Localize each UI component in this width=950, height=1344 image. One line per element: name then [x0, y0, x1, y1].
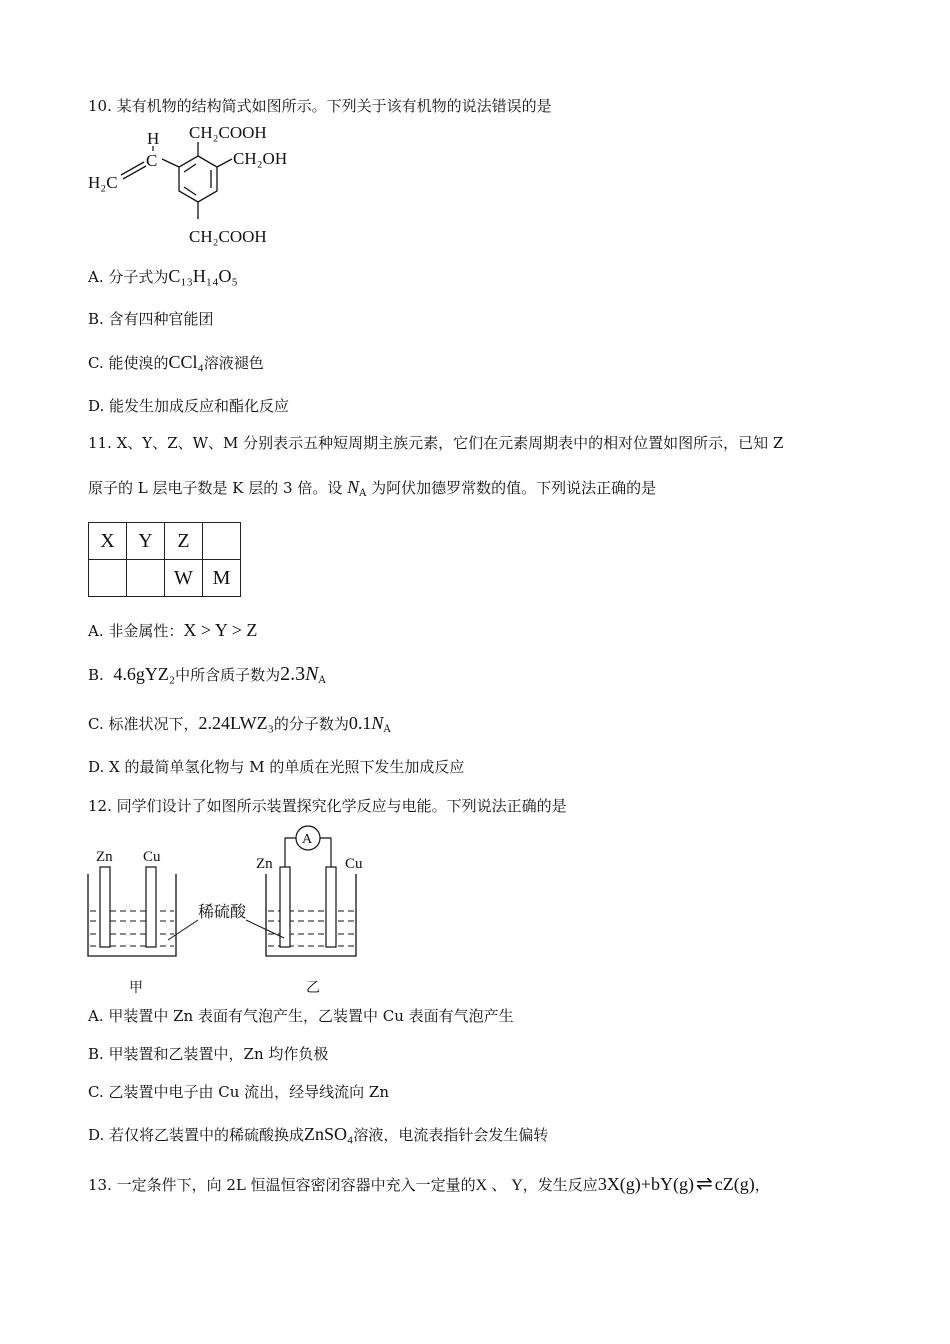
- q10-option-c-text: C. 能使溴的: [88, 354, 169, 372]
- vinyl-ch2-label: H₂C: [88, 173, 118, 192]
- top-group-label: CH₂COOH: [189, 123, 267, 142]
- q11-option-b-text: 中所含质子数为: [175, 666, 281, 684]
- label-yi: 乙: [306, 981, 320, 996]
- wire: [285, 838, 296, 867]
- electrode-jia-zn: [100, 867, 110, 947]
- q11-option-c-text: C. 标准状况下，: [88, 715, 199, 733]
- table-cell: Y: [127, 523, 165, 560]
- periodic-table-fragment: [88, 522, 241, 597]
- q11-stem-line2-text: 原子的 L 层电子数是 K 层的 3 倍。设: [88, 479, 343, 497]
- electrode-yi-cu: [326, 867, 336, 947]
- label-jia: 甲: [129, 981, 143, 996]
- ring-double-bond-2: [184, 164, 196, 172]
- label-jia-zn: Zn: [96, 849, 113, 865]
- vinyl-h-label: H: [147, 129, 160, 148]
- table-cell: W: [165, 560, 203, 597]
- q10-option-c: [88, 352, 264, 373]
- q10-option-a-formula: C₁₃H₁₄O₅: [168, 266, 238, 286]
- q11-na-subscript: A: [359, 488, 367, 499]
- q12-option-d-text: D. 若仅将乙装置中的稀硫酸换成: [88, 1126, 305, 1144]
- ring-double-bond-3: [184, 187, 196, 195]
- q11-option-a: [88, 620, 257, 641]
- q13-stem: [88, 1174, 770, 1196]
- equilibrium-arrow-icon: ⇌: [695, 1173, 713, 1195]
- label-yi-zn: Zn: [256, 856, 273, 872]
- table-row: [89, 560, 241, 597]
- q12-option-c: C. 乙装置中电子由 Cu 流出，经导线流向 Zn: [88, 1083, 390, 1101]
- bond-vinyl: [162, 159, 179, 167]
- table-cell: [89, 560, 127, 597]
- bond-right: [217, 159, 232, 167]
- table-cell: [127, 560, 165, 597]
- q11-option-c-na: N: [371, 713, 384, 733]
- q10-option-b: B. 含有四种官能团: [88, 310, 214, 328]
- q11-option-b-na: N: [305, 663, 319, 685]
- label-jia-cu: Cu: [143, 849, 161, 865]
- q11-option-b: [88, 664, 326, 691]
- q12-option-d-suffix: 溶液，电流表指针会发生偏转: [353, 1126, 549, 1144]
- q11-option-b-value: 2.3: [280, 663, 306, 685]
- q10-option-a-text: A. 分子式为: [88, 268, 169, 286]
- q11-option-a-expr: X > Y > Z: [183, 620, 258, 640]
- q11-option-c-middle: 的分子数为: [273, 715, 349, 733]
- q11-option-c-value: 0.1: [348, 713, 372, 733]
- vinyl-c-label: C: [146, 151, 158, 170]
- q12-option-d-formula: ZnSO₄: [304, 1124, 354, 1144]
- q13-xy: X 、 Y: [475, 1177, 523, 1194]
- q11-option-a-text: A. 非金属性：: [88, 622, 184, 640]
- table-cell: M: [203, 560, 241, 597]
- q10-option-c-formula: CCl₄: [168, 352, 204, 372]
- q10-option-d: D. 能发生加成反应和酯化反应: [88, 397, 290, 415]
- q10-structure-diagram: [86, 118, 326, 253]
- wire-right: [320, 838, 331, 867]
- electrode-jia-cu: [146, 867, 156, 947]
- q11-option-c-expr: 2.24LWZ₃: [198, 713, 274, 733]
- table-cell: [203, 523, 241, 560]
- q13-reactants: 3X(g)+bY(g): [597, 1174, 694, 1194]
- q11-option-d: D. X 的最简单氢化物与 M 的单质在光照下发生加成反应: [88, 758, 465, 776]
- q12-option-b: B. 甲装置和乙装置中，Zn 均作负极: [88, 1045, 329, 1063]
- label-yi-cu: Cu: [345, 856, 363, 872]
- q13-product: cZ(g): [714, 1174, 755, 1194]
- electrode-yi-zn: [280, 867, 290, 947]
- bottom-group-label: CH₂COOH: [189, 227, 267, 246]
- q12-option-a: A. 甲装置中 Zn 表面有气泡产生，乙装置中 Cu 表面有气泡产生: [88, 1007, 514, 1025]
- table-cell: X: [89, 523, 127, 560]
- q11-na-symbol: N: [347, 477, 360, 497]
- q11-stem-line1: 11. X、Y、Z、W、M 分别表示五种短周期主族元素，它们在元素周期表中的相对位置如图所示，已知 Z: [88, 434, 784, 452]
- q12-option-d: [88, 1124, 548, 1145]
- leader-yi: [246, 920, 284, 938]
- q11-option-b-na-sub: A: [318, 675, 326, 686]
- q11-option-c-na-sub: A: [383, 724, 391, 735]
- acid-label: 稀硫酸: [198, 904, 247, 921]
- table-row: [89, 523, 241, 560]
- leader-jia: [168, 920, 198, 940]
- q11-option-c: [88, 713, 391, 740]
- q10-option-c-suffix: 溶液褪色: [203, 354, 264, 372]
- q13-stem-text: 13. 一定条件下，向 2L 恒温恒容密闭容器中充入一定量的: [88, 1176, 476, 1194]
- ammeter-label: A: [302, 832, 313, 847]
- table-cell: Z: [165, 523, 203, 560]
- q10-stem: 10. 某有机物的结构简式如图所示。下列关于该有机物的说法错误的是: [88, 97, 552, 115]
- q11-stem-line2: [88, 477, 656, 504]
- right-group-label: CH₂OH: [233, 149, 288, 168]
- q11-option-b-letter: B.: [88, 666, 114, 684]
- q13-stem-end: ，: [754, 1176, 770, 1194]
- q12-stem: 12. 同学们设计了如图所示装置探究化学反应与电能。下列说法正确的是: [88, 797, 567, 815]
- q12-apparatus-diagram: [86, 824, 386, 999]
- q10-option-a: [88, 266, 238, 287]
- q13-stem-middle: ，发生反应: [522, 1176, 598, 1194]
- q11-stem-line2-suffix: 为阿伏加德罗常数的值。下列说法正确的是: [371, 479, 657, 497]
- q11-option-b-mass: 4.6gYZ₂: [113, 664, 176, 684]
